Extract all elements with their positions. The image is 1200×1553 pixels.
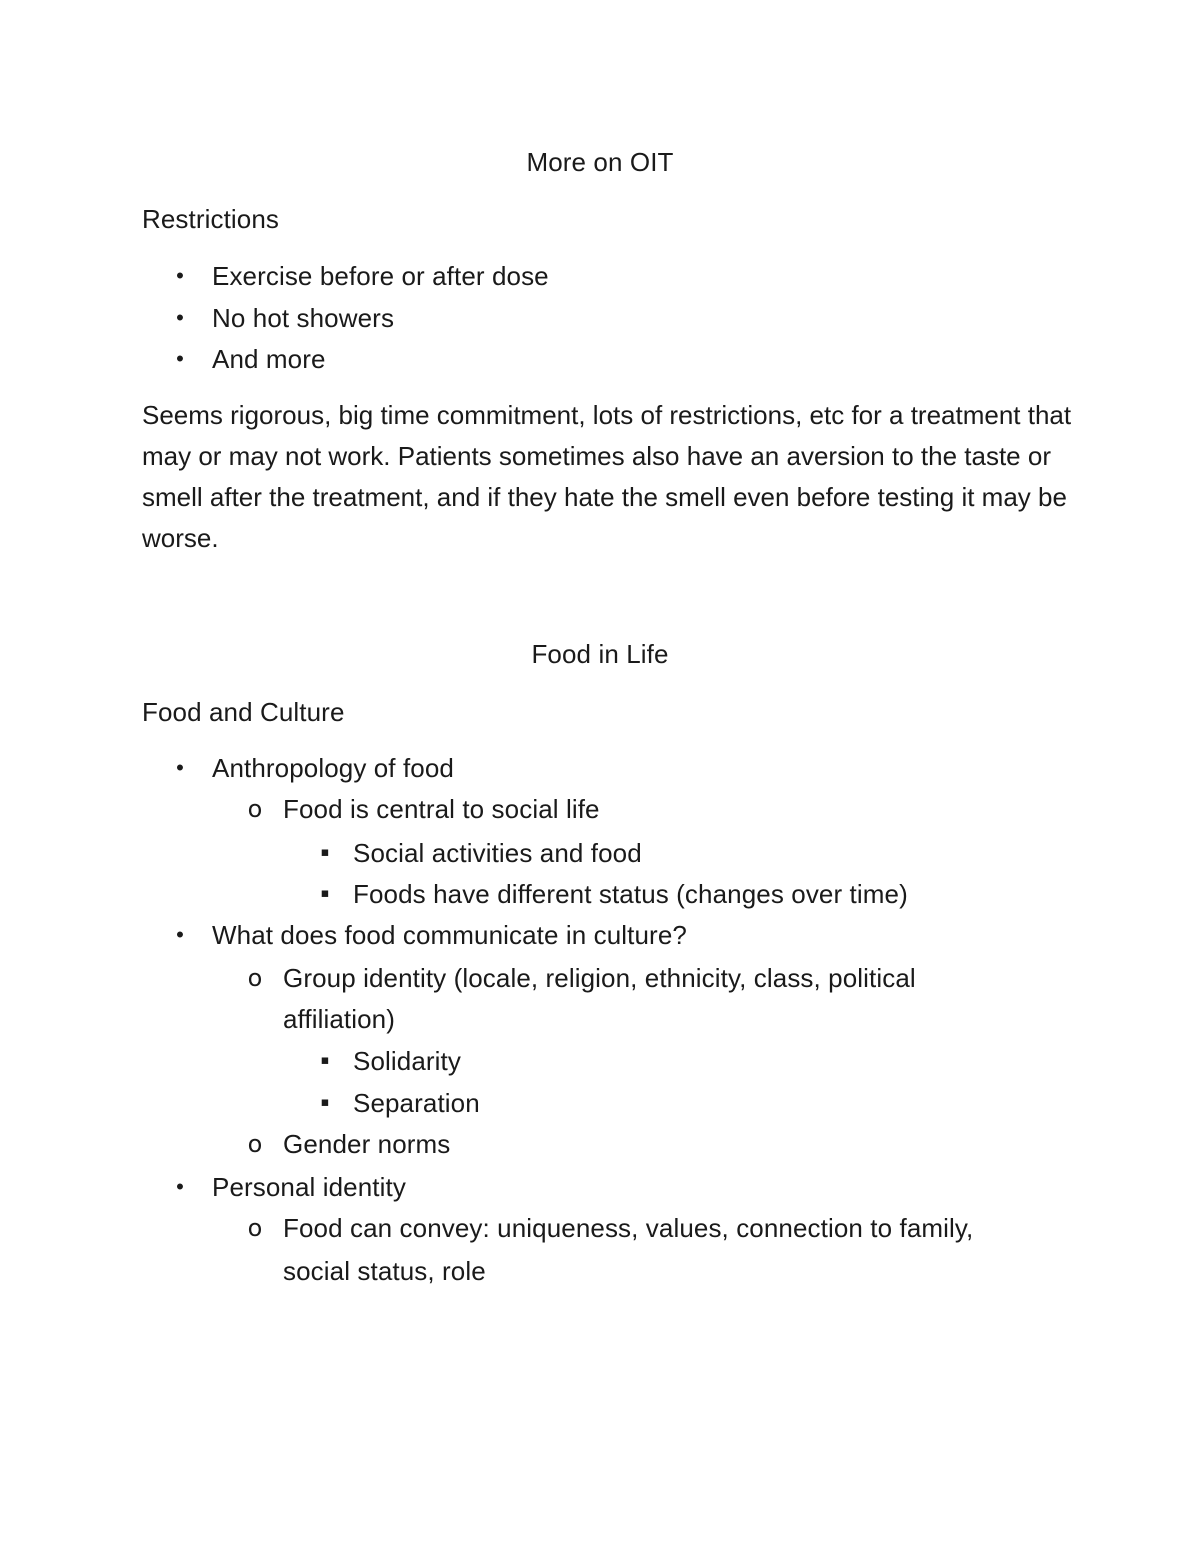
bullet-marker: ▪ xyxy=(320,886,330,901)
list-item-continuation: social status, role xyxy=(283,1256,486,1286)
list-item: No hot showers xyxy=(212,303,395,333)
subheading-restrictions: Restrictions xyxy=(142,204,280,234)
bullet-marker: ▪ xyxy=(320,1053,330,1068)
bullet-marker: • xyxy=(176,263,184,288)
list-item: Gender norms xyxy=(283,1129,451,1159)
bullet-marker: • xyxy=(176,1174,184,1199)
section-title-food-in-life: Food in Life xyxy=(531,639,669,669)
list-item: Food is central to social life xyxy=(283,794,600,824)
list-item: Foods have different status (changes over time) xyxy=(353,879,908,909)
section-title-oit: More on OIT xyxy=(526,147,674,177)
list-item: Separation xyxy=(353,1088,480,1118)
bullet-marker: ▪ xyxy=(320,845,330,860)
bullet-marker: o xyxy=(247,1214,263,1242)
list-item: Solidarity xyxy=(353,1046,461,1076)
list-item: Food can convey: uniqueness, values, connection to family, xyxy=(283,1213,974,1243)
bullet-marker: o xyxy=(247,964,263,992)
list-item: Anthropology of food xyxy=(212,753,454,783)
bullet-marker: • xyxy=(176,346,184,371)
body-paragraph: Seems rigorous, big time commitment, lots of restrictions, etc for a treatment that may or may not work. Patients sometimes also have an aversion to the taste or smell after the treatment, and if they hate the smell even before testing it may be worse. xyxy=(142,400,1072,553)
bullet-marker: ▪ xyxy=(320,1095,330,1110)
subheading-food-and-culture: Food and Culture xyxy=(142,697,345,727)
list-item: What does food communicate in culture? xyxy=(212,920,687,950)
bullet-marker: o xyxy=(247,795,263,823)
list-item: Group identity (locale, religion, ethnicity, class, political xyxy=(283,963,916,993)
list-item: And more xyxy=(212,344,326,374)
bullet-marker: • xyxy=(176,755,184,780)
bullet-marker: • xyxy=(176,922,184,947)
list-item-continuation: affiliation) xyxy=(283,1004,396,1034)
list-item: Personal identity xyxy=(212,1172,406,1202)
bullet-marker: • xyxy=(176,305,184,330)
list-item: Social activities and food xyxy=(353,838,642,868)
bullet-marker: o xyxy=(247,1130,263,1158)
list-item: Exercise before or after dose xyxy=(212,261,549,291)
